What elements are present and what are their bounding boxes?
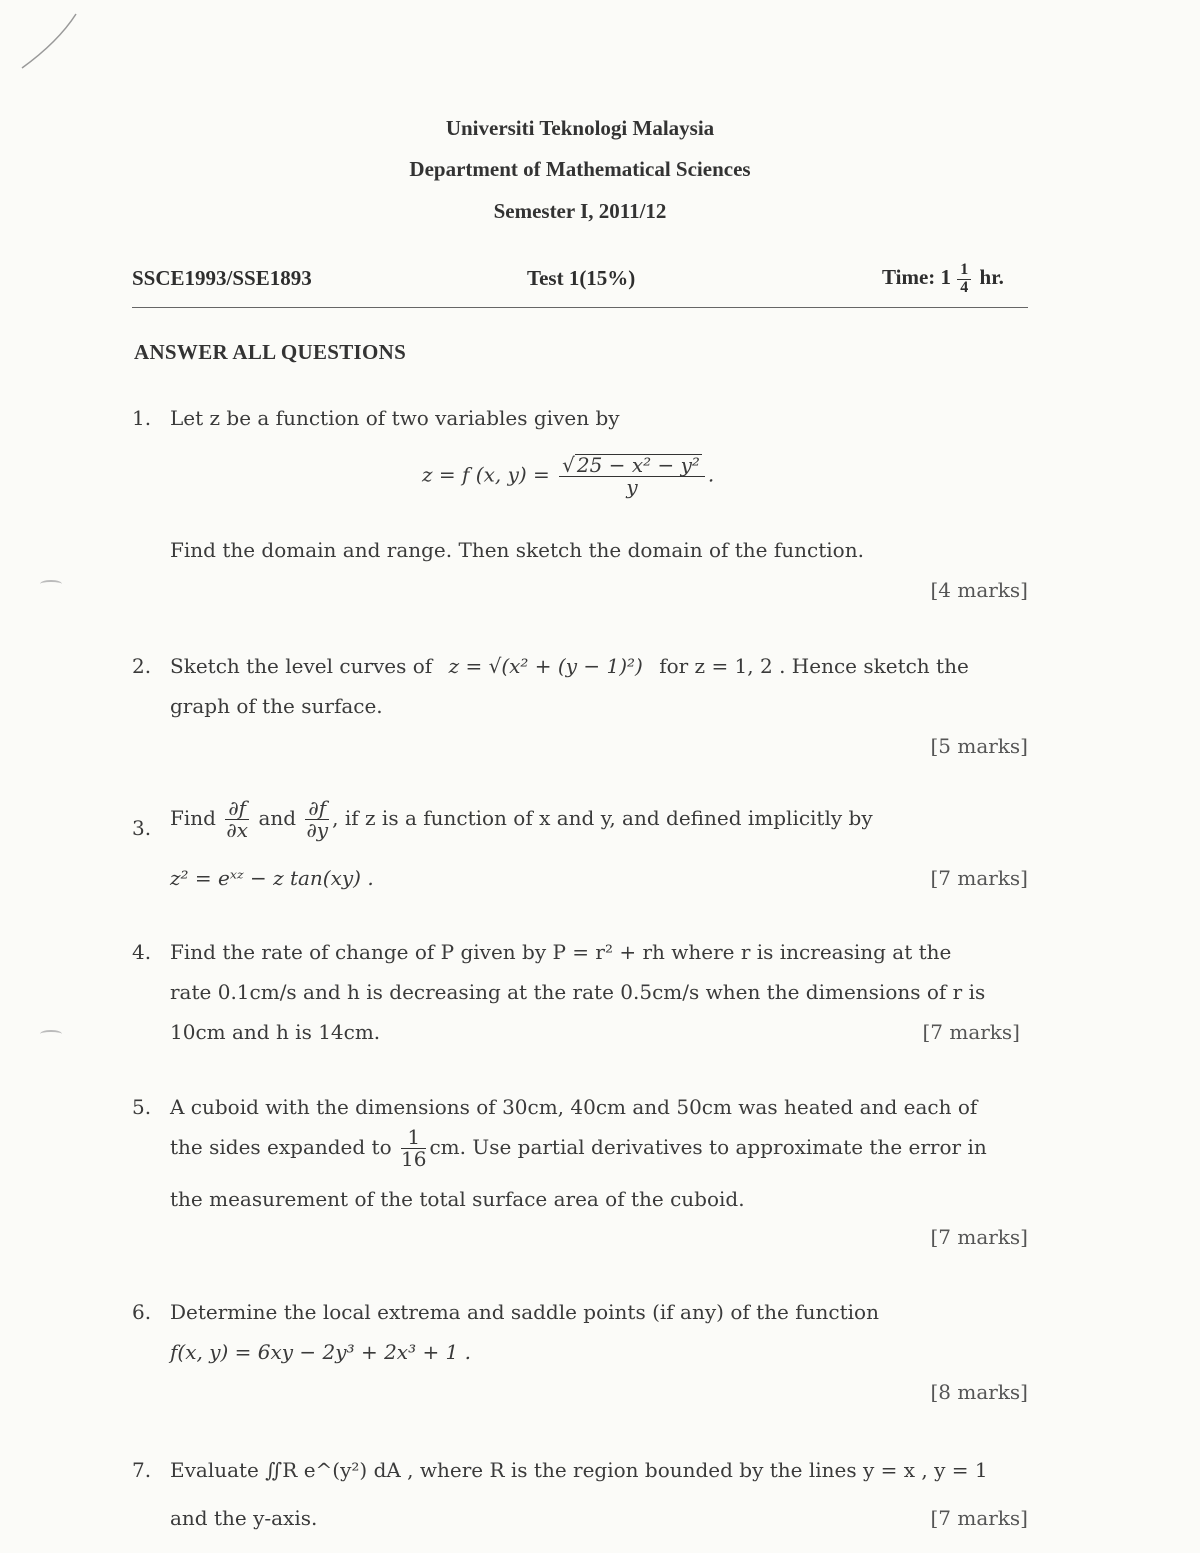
department-name: Department of Mathematical Sciences: [409, 157, 751, 181]
marks-q5: [7 marks]: [930, 1225, 1028, 1249]
header-divider: [132, 307, 1028, 308]
course-code: SSCE1993/SSE1893: [132, 266, 312, 290]
marks-q7: [7 marks]: [930, 1506, 1028, 1530]
q1-equation: z = f (x, y) = $\frac{\text{√ 25 − x² − y²}}{y}$ .: [422, 453, 715, 499]
semester: Semester I, 2011/12: [493, 199, 667, 223]
marks-q3: [7 marks]: [930, 866, 1028, 890]
question-4: 4. Find the rate of change of P given by P = r² + rh where r is increasing at the rate 0.1cm/s and h is decreasing at the rate 0.5cm/s when the dimensions of r is 10cm and h is 14cm. [7 marks]: [132, 940, 1020, 1044]
question-1: 1. Let z be a function of two variables given by z = f (x, y) = $\frac{\text{√ 25 − x² − y²}}{y}$ . Find the domain and range. Then sketch the domain of the function. [4 marks]: [132, 406, 1028, 602]
marks-q6: [8 marks]: [930, 1380, 1028, 1404]
question-7: 7. Evaluate ∬R e^(y²) dA , where R is the region bounded by the lines y = x , y = 1 and the y-axis. [7 marks]: [132, 1458, 1028, 1530]
question-3: 3. Find $\frac{\partial f}{\partial x}$ and $\frac{\partial f}{\partial y}$ , if z is a function of x and y, and defined implicitly by z² = eˣᶻ − z tan(xy) . [7 marks]: [132, 796, 1028, 890]
scan-artifact: [40, 1030, 62, 1038]
time-fraction: $\frac{1}{4}$: [957, 262, 971, 297]
time-allowed: Time: 1 $\frac{1}{4}$ hr.: [882, 261, 1004, 296]
university-name: Universiti Teknologi Malaysia: [445, 116, 715, 140]
question-6: 6. Determine the local extrema and saddle points (if any) of the function f(x, y) = 6xy − 2y³ + 2x³ + 1 . [8 marks]: [132, 1300, 1028, 1404]
scan-artifact: [40, 580, 62, 588]
instruction: ANSWER ALL QUESTIONS: [134, 340, 407, 364]
pen-stroke-mark: [18, 12, 78, 72]
marks-q4: [7 marks]: [922, 1020, 1020, 1044]
test-title: Test 1(15%): [527, 266, 636, 290]
marks-q1: [4 marks]: [930, 578, 1028, 602]
question-5: 5. A cuboid with the dimensions of 30cm, 40cm and 50cm was heated and each of the sides expanded to $\frac{1}{16}$ cm. Use partial derivatives to approximate the error in the measurement of the total surface area of the cuboid. [7 marks]: [132, 1095, 1028, 1249]
marks-q2: [5 marks]: [930, 734, 1028, 758]
question-2: 2. Sketch the level curves of z = √(x² + (y − 1)²) for z = 1, 2 . Hence sketch the graph of the surface. [5 marks]: [132, 654, 1028, 758]
